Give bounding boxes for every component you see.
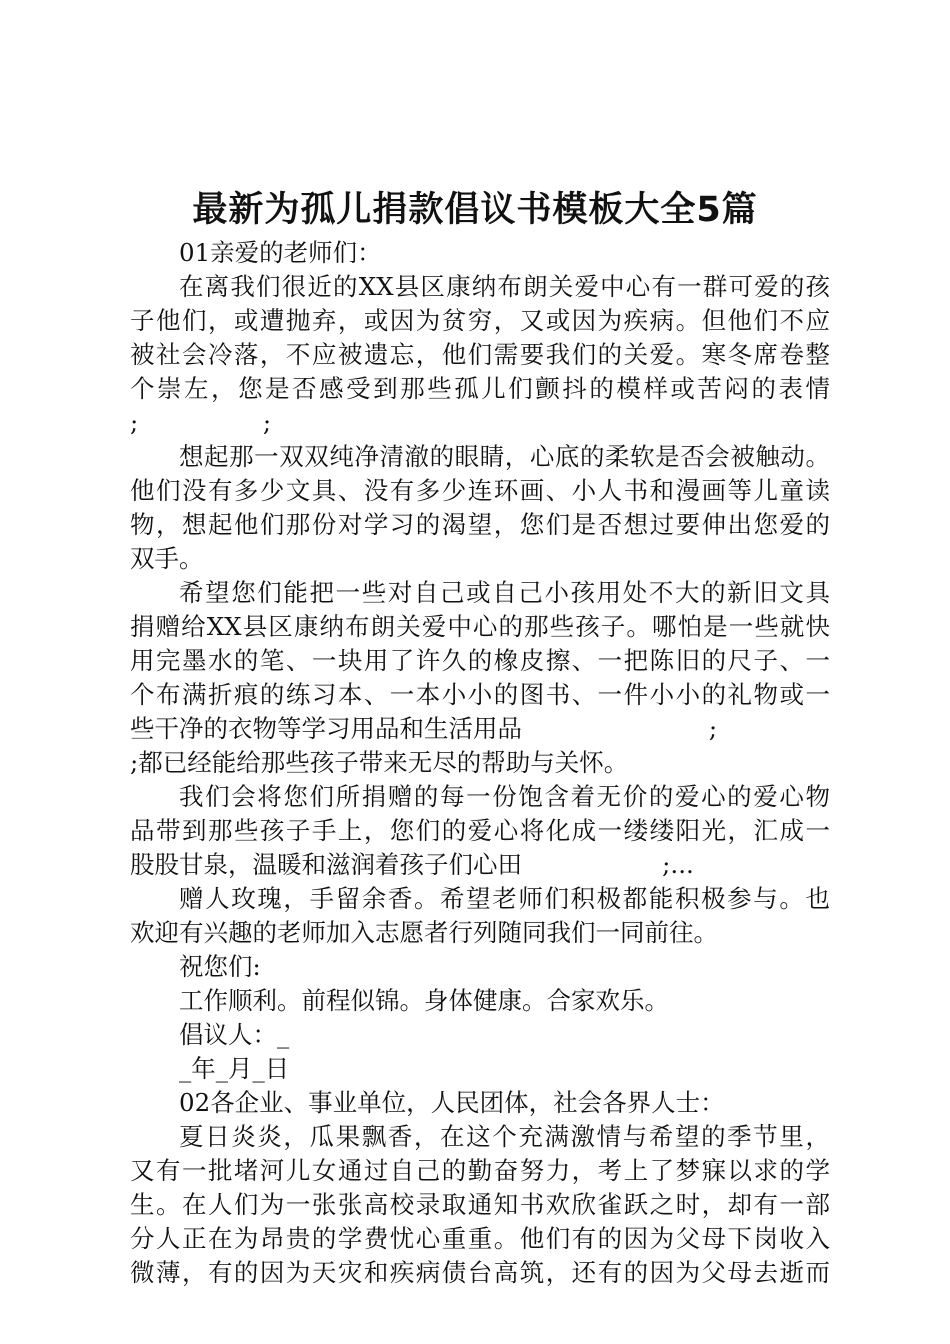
body-text-line: _年_月_日: [179, 1054, 290, 1083]
body-text-line: 微薄，有的因为天灾和疾病债台高筑，还有的因为父母去逝而: [130, 1258, 830, 1287]
body-text-line: 捐赠给XX县区康纳布朗关爱中心的那些孩子。哪怕是一些就快: [130, 612, 830, 641]
body-text-line: 他们没有多少文具、没有多少连环画、小人书和漫画等儿童读: [130, 476, 830, 505]
body-text-line: 些干净的衣物等学习用品和生活用品 ;: [130, 714, 718, 743]
body-text-line: 用完墨水的笔、一块用了许久的橡皮擦、一把陈旧的尺子、一: [130, 646, 830, 675]
body-text-line: ; ;: [130, 408, 272, 437]
body-text-line: 个布满折痕的练习本、一本小小的图书、一件小小的礼物或一: [130, 680, 830, 709]
body-text-line: 被社会冷落，不应被遗忘，他们需要我们的关爱。寒冬席卷整: [130, 340, 830, 369]
body-text-line: 生。在人们为一张张高校录取通知书欢欣雀跃之时，却有一部: [130, 1190, 830, 1219]
body-text-line: 又有一批堵河儿女通过自己的勤奋努力，考上了梦寐以求的学: [130, 1156, 830, 1185]
body-text-line: 我们会将您们所捐赠的每一份饱含着无价的爱心的爱心物: [179, 782, 830, 811]
body-text-line: 股股甘泉，温暖和滋润着孩子们心田 ;...: [130, 850, 694, 879]
body-text-line: 夏日炎炎，瓜果飘香，在这个充满激情与希望的季节里，: [179, 1122, 830, 1151]
body-text-line: 欢迎有兴趣的老师加入志愿者行列随同我们一同前往。: [130, 918, 718, 947]
body-text-line: 01亲爱的老师们：: [179, 238, 382, 267]
body-text-line: 个崇左，您是否感受到那些孤儿们颤抖的模样或苦闷的表情: [130, 374, 830, 403]
body-text-line: 想起那一双双纯净清澈的眼睛，心底的柔软是否会被触动。: [179, 442, 830, 471]
body-text-line: 希望您们能把一些对自己或自己小孩用处不大的新旧文具: [179, 578, 830, 607]
body-text-line: 祝您们:: [179, 952, 261, 981]
body-text-line: 02各企业、事业单位，人民团体，社会各界人士：: [179, 1088, 725, 1117]
body-text-line: 品带到那些孩子手上，您们的爱心将化成一缕缕阳光，汇成一: [130, 816, 830, 845]
body-text-line: 在离我们很近的XX县区康纳布朗关爱中心有一群可爱的孩: [179, 272, 830, 301]
body-text-line: ;都已经能给那些孩子带来无尽的帮助与关怀。: [130, 748, 629, 777]
body-text-line: 工作顺利。前程似锦。身体健康。合家欢乐。: [179, 986, 669, 1015]
body-text-line: 分人正在为昂贵的学费忧心重重。他们有的因为父母下岗收入: [130, 1224, 830, 1253]
body-text-line: 子他们，或遭抛弃，或因为贫穷，又或因为疾病。但他们不应: [130, 306, 830, 335]
body-text-line: 赠人玫瑰，手留余香。希望老师们积极都能积极参与。也: [179, 884, 830, 913]
document-body: [130, 236, 830, 1290]
document-title: 最新为孤儿捐款倡议书模板大全5篇: [192, 190, 758, 230]
body-text-line: 双手。: [130, 544, 204, 573]
body-text-line: 物，想起他们那份对学习的渴望，您们是否想过要伸出您爱的: [130, 510, 830, 539]
body-text-line: 倡议人：_: [179, 1020, 290, 1049]
